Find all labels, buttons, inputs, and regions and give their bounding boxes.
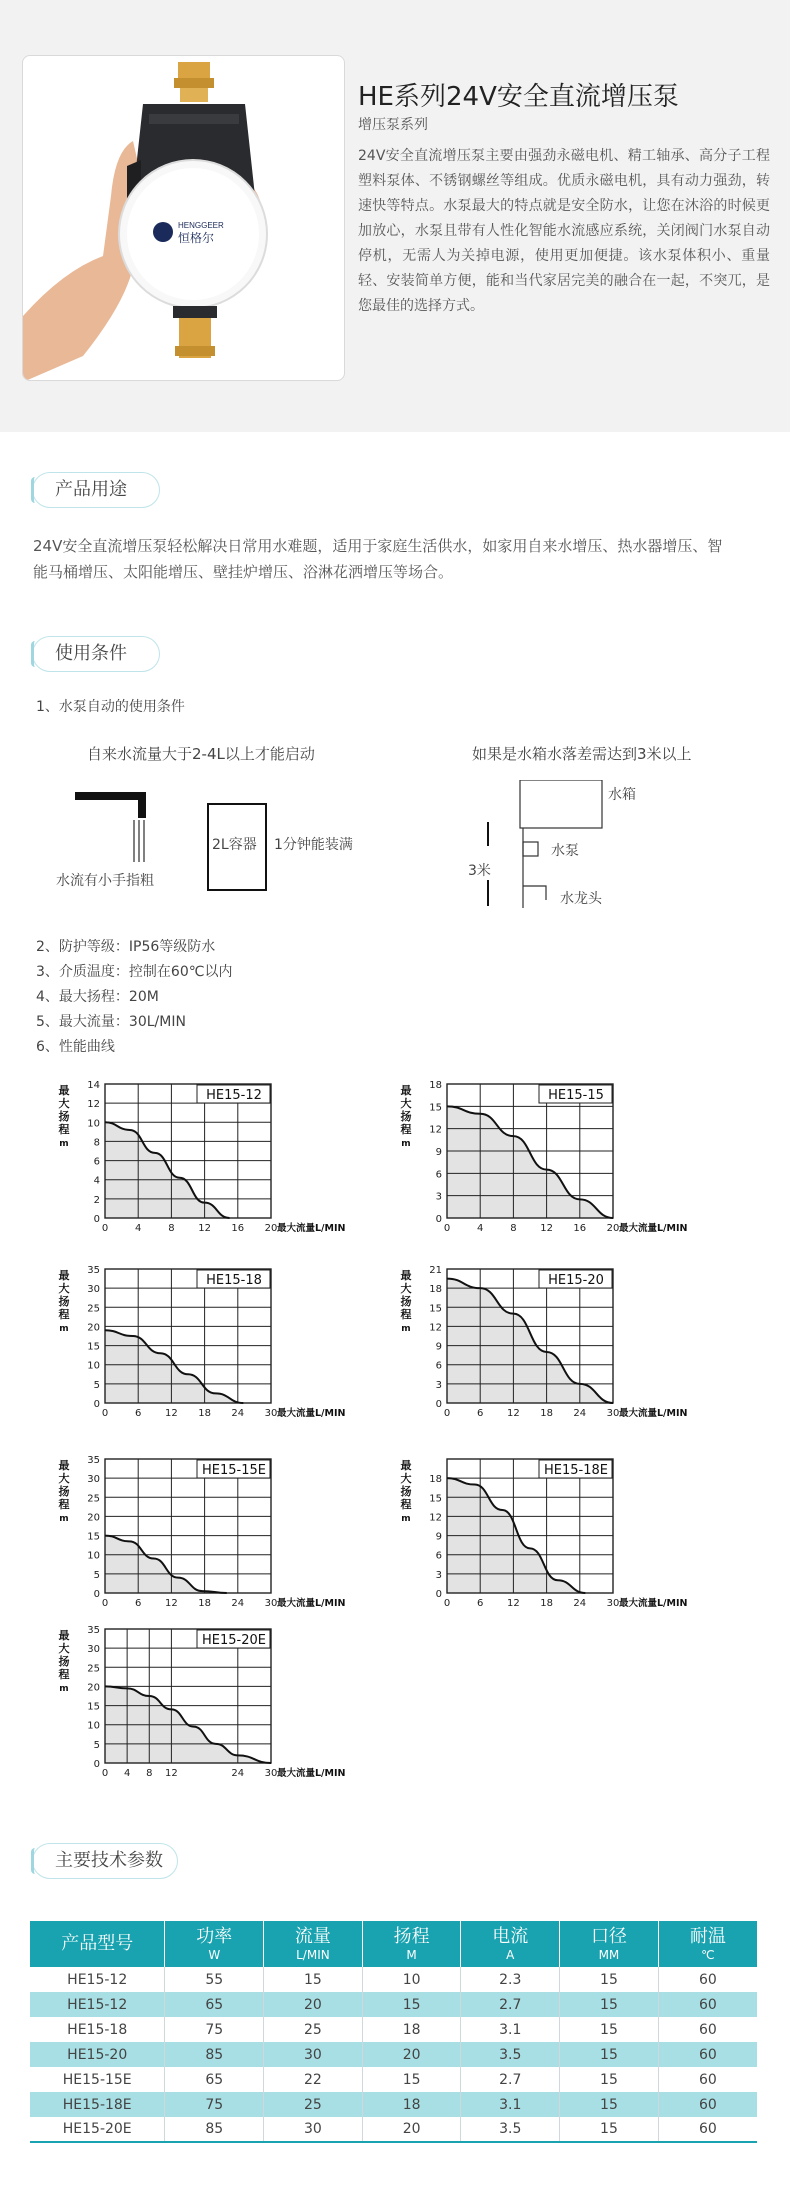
table-cell: 25	[264, 2092, 363, 2117]
chart-y-label: m	[401, 1514, 411, 1524]
chart-x-tick-label: 30	[264, 1598, 278, 1609]
table-cell: 3.1	[461, 2092, 560, 2117]
chart-y-label: m	[401, 1139, 411, 1149]
chart-y-tick-label: 6	[435, 1360, 442, 1372]
table-cell: 75	[165, 2017, 264, 2042]
flow-caption: 自来水流量大于2-4L以上才能启动	[87, 745, 315, 763]
chart-y-tick-label: 35	[87, 1625, 100, 1636]
chart-x-tick-label: 4	[477, 1223, 484, 1234]
chart-x-tick-label: 18	[198, 1598, 211, 1609]
chart-y-label: 大	[400, 1472, 412, 1485]
table-cell: HE15-15E	[30, 2067, 165, 2092]
table-cell: 20	[362, 2117, 461, 2142]
chart-y-tick-label: 12	[429, 1124, 442, 1136]
chart-y-tick-label: 10	[87, 1720, 100, 1732]
spec-header-label: 功率	[196, 1926, 233, 1947]
table-cell: 15	[560, 1967, 659, 1992]
chart-x-tick-label: 12	[540, 1223, 553, 1234]
chart-x-tick-label: 0	[101, 1223, 109, 1234]
condition-diagram	[60, 780, 760, 910]
chart-x-tick-label: 24	[573, 1598, 587, 1609]
spec-header-unit: M	[406, 1948, 417, 1962]
table-cell: HE15-12	[30, 1967, 165, 1992]
spec-header-cell	[165, 1921, 264, 1967]
chart-y-label: 最	[400, 1269, 412, 1282]
chart-y-tick-label: 2	[93, 1194, 100, 1206]
product-image-card	[22, 55, 345, 381]
table-row	[30, 2017, 757, 2042]
chart-x-tick-label: 18	[540, 1598, 553, 1609]
chart-y-tick-label: 10	[87, 1550, 100, 1562]
table-cell: 3.5	[461, 2117, 560, 2142]
chart-x-tick-label: 8	[510, 1223, 517, 1234]
chart-y-label: m	[401, 1324, 411, 1334]
tank-caption: 如果是水箱水落差需达到3米以上	[472, 745, 692, 763]
chart-y-label: m	[59, 1324, 69, 1334]
chart-y-tick-label: 15	[429, 1102, 442, 1114]
chart-y-label: 大	[58, 1097, 70, 1110]
table-row	[30, 2067, 757, 2092]
chart-y-label: 最	[58, 1269, 70, 1282]
chart-he15-15	[392, 1080, 712, 1248]
chart-x-tick-label: 12	[507, 1408, 520, 1419]
table-cell: 30	[264, 2117, 363, 2142]
chart-x-tick-label: 12	[165, 1768, 178, 1779]
table-row	[30, 2117, 757, 2142]
chart-y-label: 大	[400, 1282, 412, 1295]
chart-y-tick-label: 10	[87, 1118, 100, 1130]
table-cell: 85	[165, 2042, 264, 2067]
chart-x-tick-label: 6	[135, 1408, 142, 1419]
chart-y-tick-label: 21	[429, 1265, 442, 1276]
chart-x-tick-label: 24	[573, 1408, 587, 1419]
chart-x-tick-label: 18	[540, 1408, 553, 1419]
chart-x-tick-label: 24	[231, 1598, 245, 1609]
chart-x-label: 最大流量L/MIN	[277, 1768, 346, 1779]
table-cell: 15	[362, 2067, 461, 2092]
table-cell: 2.7	[461, 2067, 560, 2092]
chart-he15-15e	[50, 1455, 370, 1623]
chart-he15-12	[50, 1080, 370, 1248]
chart-y-label: 扬	[400, 1110, 412, 1123]
table-cell: 60	[658, 2042, 757, 2067]
chart-y-label: 大	[58, 1282, 70, 1295]
chart-area-fill	[105, 1536, 227, 1593]
table-cell: 15	[560, 1992, 659, 2017]
tank-label: 水箱	[608, 787, 636, 803]
table-cell: 60	[698, 1971, 717, 1988]
chart-title: HE15-15	[548, 1088, 604, 1103]
chart-y-label: 程	[400, 1498, 412, 1511]
chart-y-tick-label: 25	[87, 1303, 100, 1315]
condition-item-4: 4、最大扬程：20M	[36, 989, 159, 1005]
table-row	[30, 1992, 757, 2017]
chart-x-tick-label: 12	[165, 1598, 178, 1609]
chart-x-tick-label: 20	[606, 1223, 620, 1234]
table-cell: 55	[165, 1967, 264, 1992]
pump-shape	[523, 842, 538, 856]
pump-product-image	[23, 56, 345, 381]
chart-title: HE15-18	[206, 1273, 262, 1288]
hero-section	[0, 0, 790, 432]
table-cell: 15	[362, 1992, 461, 2017]
condition-item-3: 3、介质温度：控制在60℃以内	[36, 964, 233, 980]
specs-table	[30, 1921, 757, 2143]
chart-y-tick-label: 5	[93, 1379, 100, 1391]
chart-y-tick-label: 25	[87, 1663, 100, 1675]
chart-y-tick-label: 12	[429, 1512, 442, 1524]
chart-y-label: 最	[400, 1459, 412, 1472]
table-row	[30, 2042, 757, 2067]
chart-y-label: 扬	[58, 1295, 70, 1308]
table-cell: 3.5	[461, 2042, 560, 2067]
chart-y-tick-label: 0	[93, 1589, 100, 1600]
pipe-shape	[75, 796, 142, 818]
chart-y-tick-label: 25	[87, 1493, 100, 1505]
spec-header-unit: W	[208, 1948, 221, 1962]
tap-label: 水龙头	[560, 891, 602, 907]
chart-y-label: 程	[58, 1308, 70, 1321]
chart-y-tick-label: 3	[435, 1569, 442, 1581]
condition-item-1: 1、水泵自动的使用条件	[36, 699, 185, 715]
table-cell: 15	[560, 2092, 659, 2117]
table-cell: 25	[264, 2017, 363, 2042]
chart-y-tick-label: 12	[87, 1099, 100, 1111]
chart-y-tick-label: 6	[435, 1169, 442, 1181]
specs-header-row	[30, 1921, 757, 1967]
spec-header-label: 流量	[294, 1926, 331, 1947]
usage-heading: 产品用途	[32, 472, 160, 508]
table-cell: HE15-18	[30, 2017, 165, 2042]
spec-header-unit: ℃	[701, 1948, 715, 1962]
spec-header-label: 耐温	[689, 1926, 726, 1947]
spec-header-cell	[264, 1921, 363, 1967]
chart-y-tick-label: 15	[87, 1531, 100, 1543]
chart-he15-18	[50, 1265, 370, 1433]
chart-x-tick-label: 30	[264, 1408, 278, 1419]
chart-x-label: 最大流量L/MIN	[277, 1598, 346, 1609]
chart-x-tick-label: 6	[477, 1598, 484, 1609]
table-cell: 60	[658, 2092, 757, 2117]
chart-x-tick-label: 4	[123, 1768, 131, 1779]
table-cell: 3.1	[461, 2017, 560, 2042]
chart-y-tick-label: 35	[87, 1265, 100, 1276]
spec-header-cell	[362, 1921, 461, 1967]
chart-x-tick-label: 0	[443, 1598, 451, 1609]
chart-y-label: 最	[400, 1084, 412, 1097]
height-label: 3米	[468, 863, 491, 879]
pump-label: 水泵	[551, 843, 579, 859]
table-cell: 30	[264, 2042, 363, 2067]
condition-item-2: 2、防护等级：IP56等级防水	[36, 939, 216, 955]
chart-x-tick-label: 0	[101, 1408, 109, 1419]
chart-x-tick-label: 30	[606, 1598, 620, 1609]
table-cell: 60	[658, 2117, 757, 2142]
chart-y-tick-label: 30	[87, 1284, 100, 1296]
usage-text: 24V安全直流增压泵轻松解决日常用水难题，适用于家庭生活供水，如家用自来水增压、热水器增压、智能马桶增压、太阳能增压、壁挂炉增压、浴淋花洒增压等场合。	[33, 537, 723, 581]
table-cell: 20	[264, 1992, 363, 2017]
chart-x-tick-label: 16	[573, 1223, 587, 1234]
table-cell: 65	[165, 2067, 264, 2092]
product-subtitle: 增压泵系列	[358, 117, 428, 133]
chart-y-tick-label: 5	[93, 1569, 100, 1581]
table-cell: 85	[165, 2117, 264, 2142]
conditions-heading: 使用条件	[32, 636, 160, 672]
spec-header-label: 扬程	[393, 1926, 430, 1947]
chart-y-label: 程	[400, 1308, 412, 1321]
chart-y-tick-label: 0	[93, 1399, 100, 1410]
chart-x-tick-label: 24	[231, 1768, 245, 1779]
chart-y-tick-label: 30	[87, 1474, 100, 1486]
chart-y-label: 扬	[400, 1485, 412, 1498]
chart-y-tick-label: 4	[93, 1175, 100, 1187]
tap-shape	[523, 886, 546, 900]
chart-y-label: 最	[58, 1629, 70, 1642]
table-cell: 15	[560, 2017, 659, 2042]
chart-x-tick-label: 12	[165, 1408, 178, 1419]
chart-y-tick-label: 10	[87, 1360, 100, 1372]
chart-y-label: 程	[400, 1123, 412, 1136]
chart-y-tick-label: 6	[93, 1156, 100, 1168]
chart-x-label: 最大流量L/MIN	[619, 1598, 688, 1609]
chart-y-label: 程	[58, 1498, 70, 1511]
chart-y-label: 大	[58, 1472, 70, 1485]
product-title: HE系列24V安全直流增压泵	[358, 82, 679, 112]
chart-y-label: 最	[58, 1459, 70, 1472]
chart-x-tick-label: 4	[135, 1223, 142, 1234]
chart-y-tick-label: 15	[429, 1303, 442, 1315]
product-description: 24V安全直流增压泵主要由强劲永磁电机、精工轴承、高分子工程塑料泵体、不锈钢螺丝等组成。优质永磁电机，具有动力强劲，转速快等特点。水泵最大的特点就是安全防水，让您在沐浴的时候更加放心，水泵且带有人性化智能水流感应系统，关闭阀门水泵自动停机，无需人为关掉电源，使用更加便捷。该水泵体积小、重量轻、安装简单方便，能和当代家居完美的融合在一起，不突兀，是您最佳的选择方式。	[358, 148, 770, 314]
table-cell: HE15-20	[30, 2042, 165, 2067]
container-note: 1分钟能装满	[274, 837, 353, 853]
brand-en-label: HENGGEER	[178, 221, 224, 230]
chart-x-label: 最大流量L/MIN	[277, 1223, 346, 1234]
chart-x-tick-label: 30	[606, 1408, 620, 1419]
chart-y-label: 程	[58, 1668, 70, 1681]
table-cell: 75	[165, 2092, 264, 2117]
chart-y-tick-label: 15	[87, 1701, 100, 1713]
spec-header-label: 产品型号	[61, 1933, 134, 1954]
table-cell: 20	[362, 2042, 461, 2067]
chart-y-tick-label: 15	[429, 1493, 442, 1505]
table-cell: HE15-20E	[30, 2117, 165, 2142]
condition-item-6: 6、性能曲线	[36, 1039, 115, 1055]
chart-title: HE15-20	[548, 1273, 604, 1288]
chart-x-tick-label: 20	[264, 1223, 278, 1234]
chart-x-tick-label: 12	[507, 1598, 520, 1609]
chart-he15-20e	[50, 1625, 370, 1793]
chart-x-tick-label: 0	[443, 1408, 451, 1419]
chart-y-label: 扬	[400, 1295, 412, 1308]
spec-header-cell	[560, 1921, 659, 1967]
table-cell: 15	[560, 2117, 659, 2142]
table-cell: 60	[698, 2071, 717, 2088]
specs-heading: 主要技术参数	[32, 1843, 178, 1879]
spec-header-cell	[30, 1921, 165, 1967]
chart-x-tick-label: 0	[101, 1598, 109, 1609]
spec-header-unit: MM	[598, 1948, 620, 1962]
chart-x-tick-label: 30	[264, 1768, 278, 1779]
table-cell: 18	[362, 2017, 461, 2042]
table-row	[30, 2092, 757, 2117]
chart-y-tick-label: 30	[87, 1644, 100, 1656]
chart-y-tick-label: 3	[435, 1379, 442, 1391]
chart-y-tick-label: 0	[435, 1399, 442, 1410]
chart-y-tick-label: 0	[93, 1759, 100, 1770]
chart-x-tick-label: 18	[198, 1408, 211, 1419]
chart-y-label: m	[59, 1139, 69, 1149]
spec-header-cell	[658, 1921, 757, 1967]
chart-y-tick-label: 0	[435, 1589, 442, 1600]
chart-y-label: 扬	[58, 1655, 70, 1668]
brand-cn-label: 恒格尔	[178, 231, 215, 245]
chart-y-tick-label: 0	[435, 1214, 442, 1225]
chart-x-tick-label: 24	[231, 1408, 245, 1419]
table-cell: HE15-12	[30, 1992, 165, 2017]
table-cell: HE15-18E	[30, 2092, 165, 2117]
chart-y-tick-label: 20	[87, 1322, 100, 1334]
chart-x-tick-label: 8	[146, 1768, 153, 1779]
spec-header-unit: L/MIN	[296, 1948, 330, 1962]
chart-x-tick-label: 8	[168, 1223, 175, 1234]
chart-x-tick-label: 6	[135, 1598, 142, 1609]
chart-x-tick-label: 0	[101, 1768, 109, 1779]
spec-header-unit: A	[506, 1948, 515, 1962]
table-cell: 2.7	[461, 1992, 560, 2017]
condition-item-5: 5、最大流量：30L/MIN	[36, 1014, 186, 1030]
chart-x-tick-label: 12	[198, 1223, 211, 1234]
chart-y-label: m	[59, 1684, 69, 1694]
chart-y-tick-label: 9	[435, 1341, 442, 1353]
table-row	[30, 1967, 757, 1992]
chart-title: HE15-15E	[202, 1463, 266, 1478]
table-cell: 10	[362, 1967, 461, 1992]
chart-x-label: 最大流量L/MIN	[619, 1408, 688, 1419]
container-label: 2L容器	[212, 837, 257, 853]
chart-y-tick-label: 20	[87, 1512, 100, 1524]
chart-x-label: 最大流量L/MIN	[277, 1408, 346, 1419]
table-cell: 15	[264, 1967, 363, 1992]
chart-y-tick-label: 8	[93, 1137, 100, 1149]
chart-title: HE15-20E	[202, 1633, 266, 1648]
chart-title: HE15-12	[206, 1088, 262, 1103]
chart-x-tick-label: 6	[477, 1408, 484, 1419]
chart-y-tick-label: 12	[429, 1322, 442, 1334]
chart-y-label: 程	[58, 1123, 70, 1136]
chart-he15-18e	[392, 1455, 712, 1623]
chart-x-tick-label: 16	[231, 1223, 245, 1234]
pipe-label: 水流有小手指粗	[56, 873, 154, 889]
chart-y-tick-label: 18	[429, 1474, 442, 1486]
chart-y-label: 扬	[58, 1110, 70, 1123]
chart-x-label: 最大流量L/MIN	[619, 1223, 688, 1234]
chart-y-tick-label: 5	[93, 1739, 100, 1751]
chart-y-label: 大	[58, 1642, 70, 1655]
chart-y-tick-label: 9	[435, 1531, 442, 1543]
chart-he15-20	[392, 1265, 712, 1433]
chart-y-label: 扬	[58, 1485, 70, 1498]
chart-y-tick-label: 18	[429, 1080, 442, 1091]
chart-area-fill	[105, 1330, 243, 1403]
table-cell: 18	[362, 2092, 461, 2117]
chart-y-label: m	[59, 1514, 69, 1524]
spec-header-label: 电流	[492, 1926, 529, 1947]
chart-x-tick-label: 0	[443, 1223, 451, 1234]
spec-header-label: 口径	[590, 1926, 627, 1947]
chart-y-tick-label: 20	[87, 1682, 100, 1694]
chart-y-label: 最	[58, 1084, 70, 1097]
chart-y-tick-label: 15	[87, 1341, 100, 1353]
chart-y-tick-label: 9	[435, 1147, 442, 1158]
table-cell: 2.3	[461, 1967, 560, 1992]
chart-y-tick-label: 14	[87, 1080, 100, 1091]
chart-y-tick-label: 18	[429, 1284, 442, 1296]
chart-y-tick-label: 35	[87, 1455, 100, 1466]
chart-y-tick-label: 0	[93, 1214, 100, 1225]
chart-y-tick-label: 6	[435, 1550, 442, 1562]
chart-y-tick-label: 3	[435, 1191, 442, 1203]
table-cell: 60	[698, 2021, 717, 2038]
table-cell: 60	[658, 1992, 757, 2017]
tank-shape	[520, 780, 602, 828]
chart-y-label: 大	[400, 1097, 412, 1110]
table-cell: 65	[165, 1992, 264, 2017]
spec-header-cell	[461, 1921, 560, 1967]
table-cell: 15	[560, 2042, 659, 2067]
chart-title: HE15-18E	[544, 1463, 608, 1478]
table-cell: 22	[264, 2067, 363, 2092]
table-cell: 15	[560, 2067, 659, 2092]
